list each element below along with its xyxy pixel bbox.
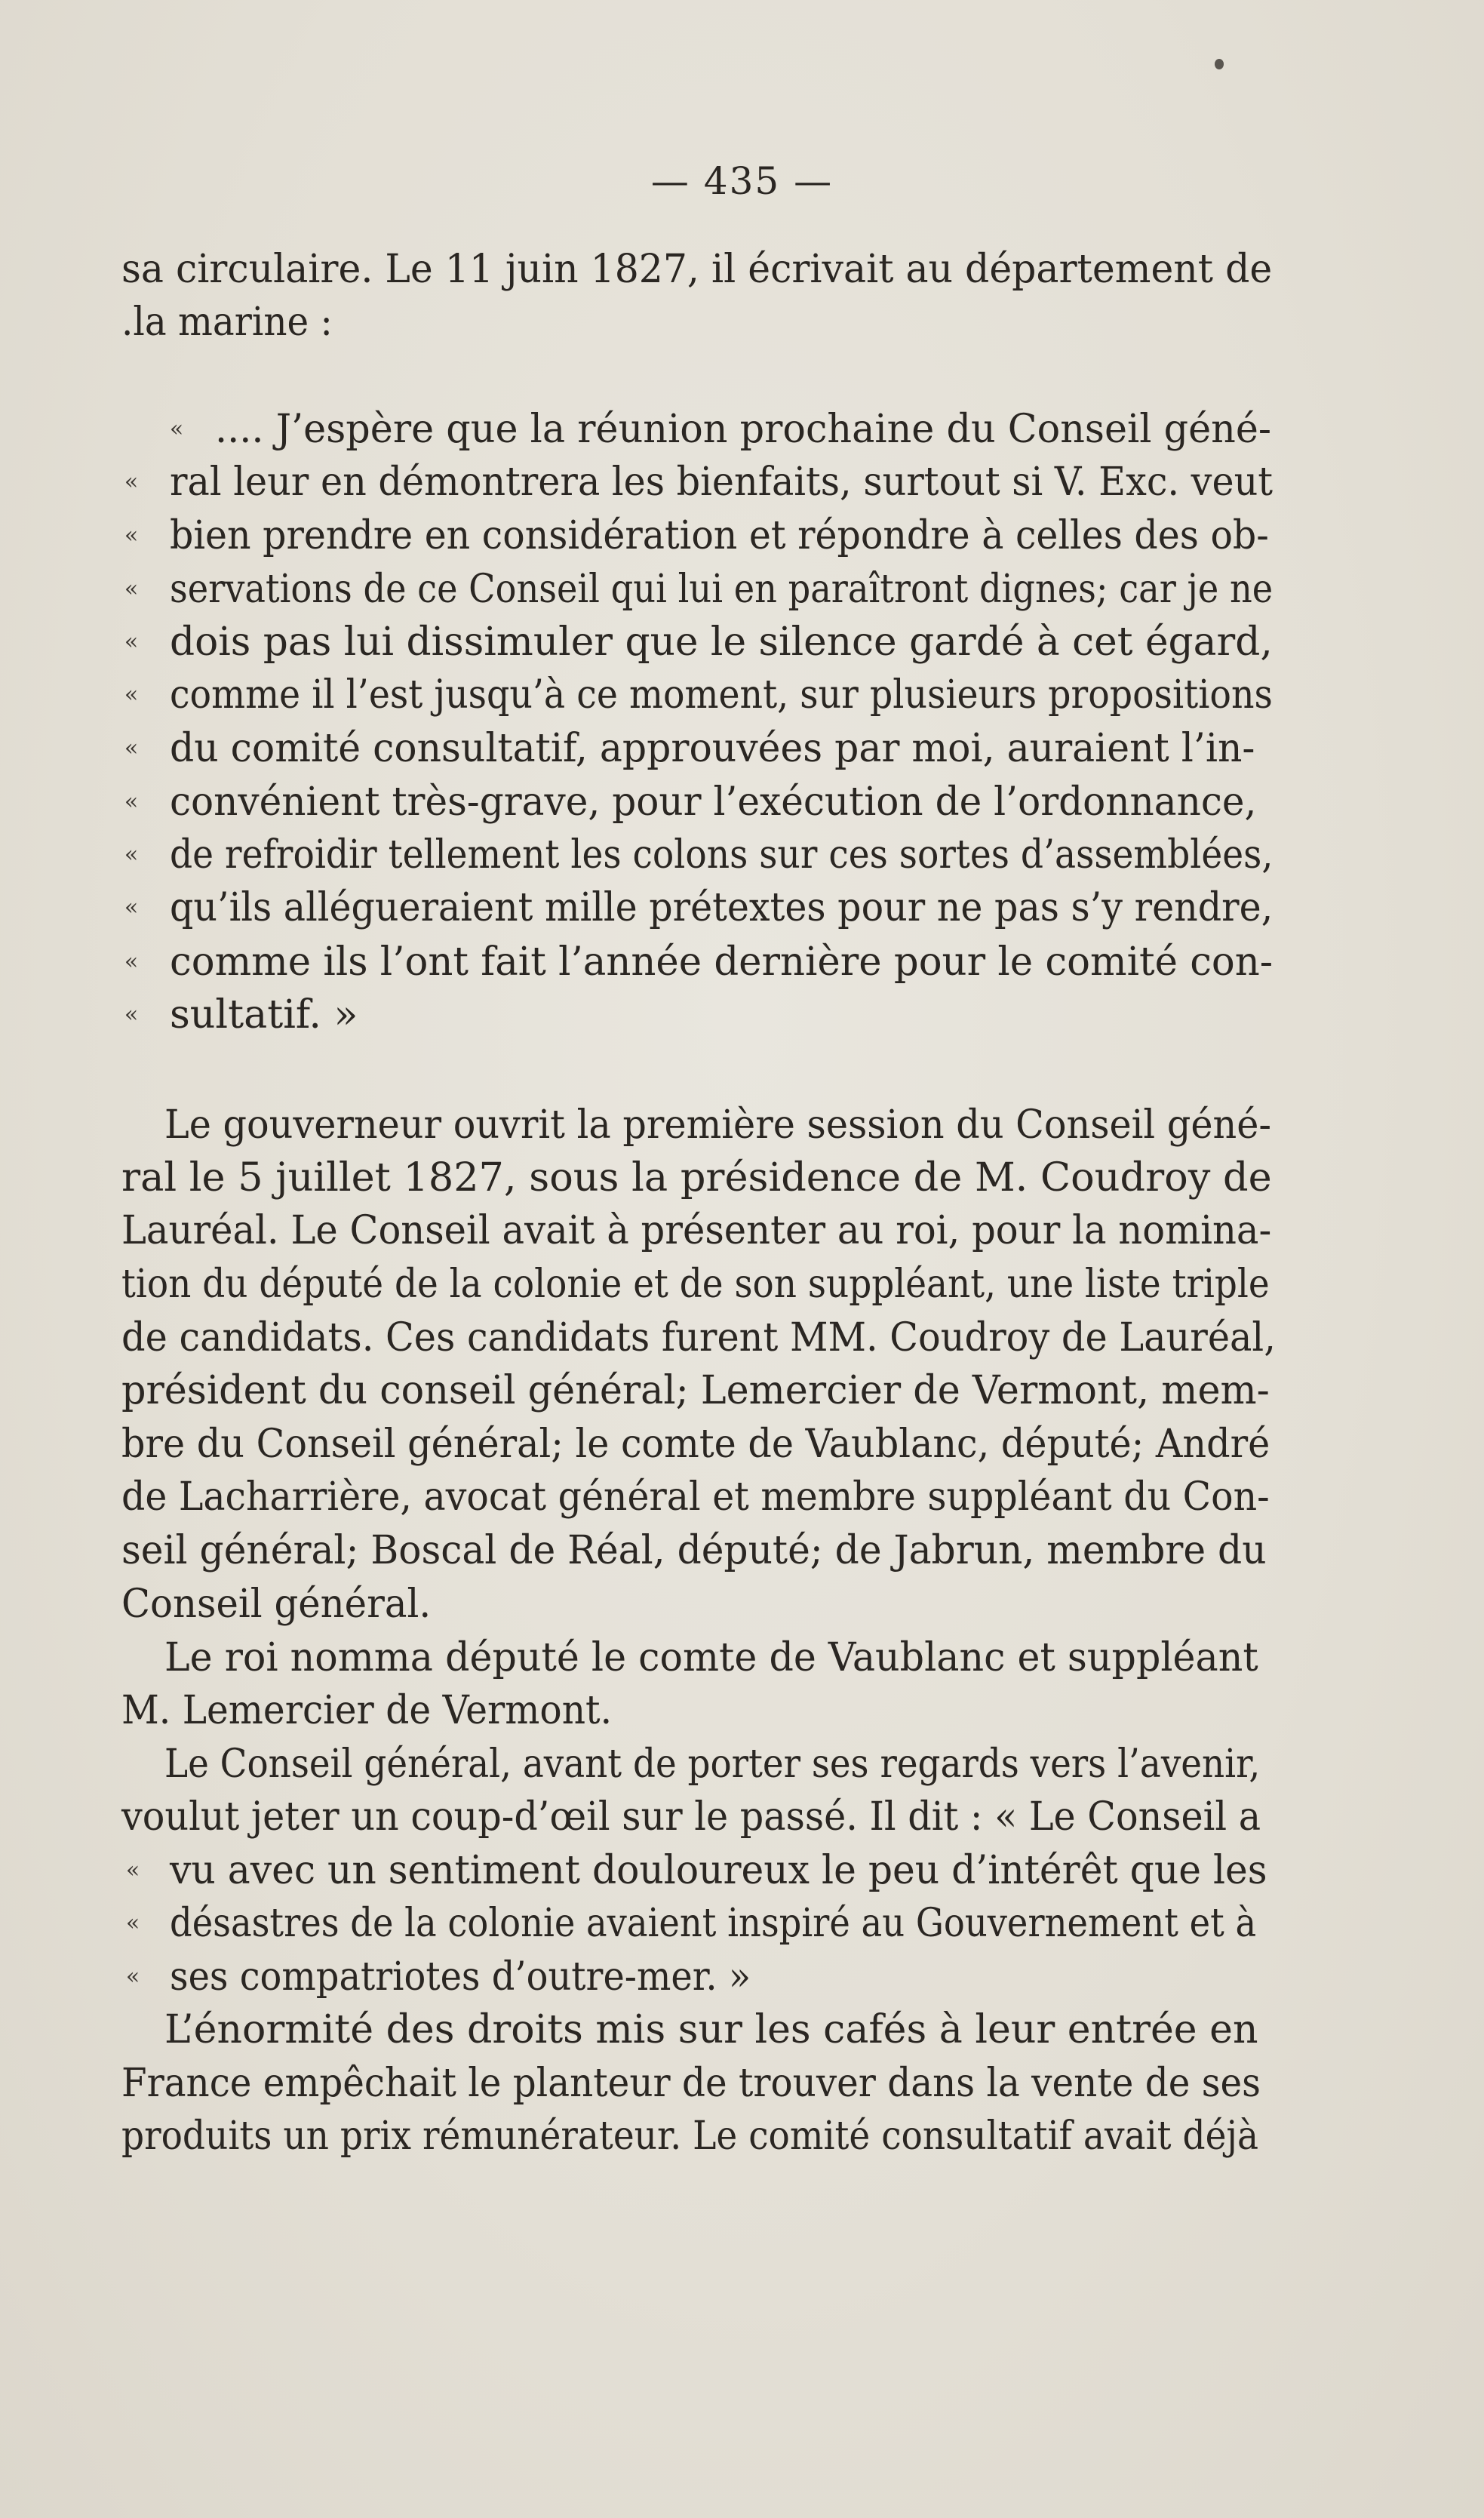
text-line: désastres de la colonie avaient inspiré au Gouvernement et à [170,1901,1257,1946]
quote-mark: « [124,948,139,975]
quote-mark: « [124,841,139,868]
text-line: Lauréal. Le Conseil avait à présenter au roi, pour la nomina- [121,1208,1272,1253]
quote-mark: « [124,522,139,549]
text-line: du comité consultatif, approuvées par moi, auraient l’in- [170,726,1255,771]
text-line: .... J’espère que la réunion prochaine du Conseil géné- [215,407,1272,452]
quote-mark: « [125,1857,140,1883]
text-line: France empêchait le planteur de trouver dans la vente de ses [121,2061,1261,2106]
text-line: ral le 5 juillet 1827, sous la présidence de M. Coudroy de [121,1155,1272,1201]
text-line: de candidats. Ces candidats furent MM. Coudroy de Lauréal, [121,1315,1276,1360]
text-line: ral leur en démontrera les bienfaits, surtout si V. Exc. veut [170,460,1274,505]
text-line: de Lacharrière, avocat général et membre suppléant du Con- [121,1474,1270,1520]
text-line: L’énormité des droits mis sur les cafés à leur entrée en [164,2007,1258,2052]
text-line: Le Conseil général, avant de porter ses regards vers l’avenir, [164,1742,1261,1787]
text-line: tion du député de la colonie et de son suppléant, une liste triple [121,1262,1270,1307]
text-line: bien prendre en considération et répondre à celles des ob- [170,513,1269,558]
quote-mark: « [124,735,139,761]
quote-mark: « [124,894,139,921]
text-line: ses compatriotes d’outre-mer. » [170,1954,751,2000]
quote-mark: « [124,629,139,655]
text-line: comme il l’est jusqu’à ce moment, sur plusieurs propositions [170,672,1273,718]
quote-mark: « [124,681,139,708]
text-line: comme ils l’ont fait l’année dernière pour le comité con- [170,939,1274,985]
quote-mark: « [125,1910,140,1936]
text-line: président du conseil général; Lemercier de Vermont, mem- [121,1368,1270,1413]
text-line: Le gouverneur ouvrit la première session du Conseil géné- [164,1102,1271,1148]
ink-speck [1215,59,1224,69]
text-line: qu’ils allégueraient mille prétextes pour ne pas s’y rendre, [170,885,1274,930]
text-line: vu avec un sentiment douloureux le peu d’intérêt que les [170,1848,1267,1893]
text-line: sa circulaire. Le 11 juin 1827, il écrivait au département de [121,247,1273,292]
text-line: sultatif. » [170,992,358,1038]
quote-mark: « [125,1963,140,1990]
text-line: seil général; Boscal de Réal, député; de Jabrun, membre du [121,1528,1267,1573]
text-line: M. Lemercier de Vermont. [121,1688,613,1733]
quote-mark: « [124,469,139,495]
quote-mark: « [124,789,139,815]
text-line: servations de ce Conseil qui lui en paraîtront dignes; car je ne [170,567,1274,612]
quote-mark: « [124,576,139,602]
text-line: dois pas lui dissimuler que le silence gardé à cet égard, [170,620,1273,665]
text-line: convénient très-grave, pour l’exécution de l’ordonnance, [170,779,1257,825]
text-line: produits un prix rémunérateur. Le comité consultatif avait déjà [121,2114,1259,2159]
quote-mark: « [124,1001,139,1028]
text-line: .la marine : [121,300,333,345]
text-line: Le roi nomma député le comte de Vaublanc et suppléant [164,1635,1258,1680]
quote-mark: « [169,416,184,442]
page-number: — 435 — [650,159,834,203]
text-line: Conseil général. [121,1582,432,1627]
text-line: bre du Conseil général; le comte de Vaublanc, député; André [121,1422,1270,1467]
text-line: voulut jeter un coup-d’œil sur le passé. Il dit : « Le Conseil a [121,1794,1261,1840]
text-line: de refroidir tellement les colons sur ces sortes d’assemblées, [170,832,1274,878]
